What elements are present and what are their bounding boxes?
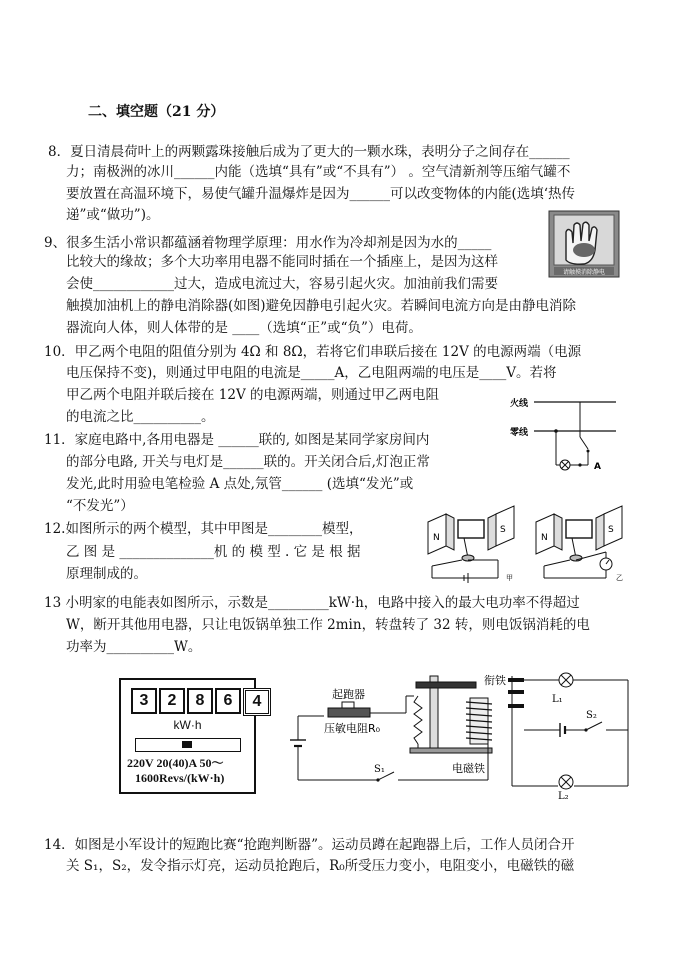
meter-digit-1: 3 [131,688,157,714]
yi-label: 乙 [616,574,623,582]
q11-line-4: “不发光”） [66,498,134,514]
live-wire-label: 火线 [510,399,529,409]
resistor-label: 压敏电阻R₀ [324,722,381,735]
meter-disc-mark [182,741,192,748]
meter-digits [131,688,271,716]
meter-window [135,738,241,752]
q13-line-1: 13 小明家的电能表如图所示，示数是_________kW·h，电路中接入的最大电功率不得超过 [44,595,580,611]
q13-line-3: 功率为__________W。 [66,639,202,655]
s2-label: S₂ [586,710,597,721]
meter-digit-4: 6 [215,688,241,714]
jia-magnet-n: N [433,533,440,543]
q8-line-4: 递”或“做功”)。 [66,207,160,223]
q12-line-1: 12.如图所示的两个模型，其中甲图是________模型， [44,521,363,537]
meter-digit-2: 2 [159,688,185,714]
point-a-label: A [594,462,601,472]
yi-magnet-n: N [541,533,548,543]
q8-line-1: 8．夏日清晨荷叶上的两颗露珠接触后成为了更大的一颗水珠，表明分子之间存在______ [48,144,570,160]
q13-line-2: W，断开其他用电器，只让电饭锅单独工作 2min，转盘转了 32 转，则电饭锅消耗的电 [66,617,590,633]
meter-digit-3: 8 [187,688,213,714]
q11-line-3: 发光,此时用验电笔检验 A 点处,氖管______ (选填“发光”或 [66,476,414,492]
jia-magnet-s: S [500,525,506,535]
q12-line-2: 乙 图 是 ______________机 的 模 型 . 它 是 根 据 [66,544,361,560]
yi-magnet-s: S [608,525,614,535]
q10-line-3: 甲乙两个电阻并联后接在 12V 的电源两端，则通过甲乙两电阻 [66,387,440,403]
false-start-detector-figure [290,668,634,800]
q10-line-1: 10．甲乙两个电阻的阻值分别为 4Ω 和 8Ω，若将它们串联后接在 12V 的电源两端（电源 [44,344,582,360]
q14-line-1: 14．如图是小军设计的短跑比赛“抢跑判断器”。运动员蹲在起跑器上后，工作人员闭合开 [44,837,575,853]
q11-line-1: 11．家庭电路中,各用电器是 ______联的, 如图是某同学家房间内 [44,432,430,448]
armature-label: 衔铁 [484,674,506,687]
q14-line-2: 关 S₁，S₂，发令指示灯亮，运动员抢跑后，R₀所受压力变小，电阻变小，电磁铁的磁 [66,858,575,874]
q12-line-3: 原理制成的。 [66,566,147,582]
starter-label: 起跑器 [332,688,365,701]
household-circuit-figure [508,393,618,473]
electric-meter-figure [119,678,262,794]
s1-label: S₁ [374,764,385,775]
sign-caption: 请触摸消除静电 [562,269,606,276]
motor-generator-models-figure [424,498,636,586]
q8-line-2: 力；南极洲的冰川______内能（选填“具有”或“不具有”） 。空气清新剂等压缩气罐不 [66,164,571,180]
q8-line-3: 要放置在高温环境下，易使气罐升温爆炸是因为______可以改变物体的内能(选填‘热传 [66,186,576,202]
q11-line-2: 的部分电路, 开关与电灯是______联的。开关闭合后,灯泡正常 [66,454,430,470]
q9-line-1: 9、很多生活小常识都蕴涵着物理学原理：用水作为冷却剂是因为水的_____ [44,235,492,251]
l1-label: L₁ [552,694,563,705]
meter-spec-2: 1600Revs/(kW·h) [135,771,225,785]
meter-digit-5: 4 [243,688,271,716]
meter-unit: kW·h [173,718,202,732]
neutral-wire-label: 零线 [510,428,529,438]
section-title: 二、填空题（21 分） [88,104,225,120]
l2-label: L₂ [558,791,569,800]
jia-label: 甲 [506,574,513,582]
meter-spec-1: 220V 20(40)A 50～ [127,756,224,770]
q9-line-5: 器流向人体，则人体带的是 ____（选填“正”或“负”）电荷。 [66,320,422,336]
electromagnet-label: 电磁铁 [452,762,485,775]
q9-line-3: 会使____________过大，造成电流过大，容易引起火灾。加油前我们需要 [66,276,498,292]
q9-line-4: 触摸加油机上的静电消除器(如图)避免因静电引起火灾。若瞬间电流方向是由静电消除 [66,298,577,314]
q10-line-4: 的电流之比__________。 [66,409,215,425]
static-eliminator-figure [548,210,620,278]
q10-line-2: 电压保持不变)，则通过甲电阻的电流是_____A，乙电阻两端的电压是____V。若将 [66,365,557,381]
q9-line-2: 比较大的缘故；多个大功率用电器不能同时插在一个插座上，是因为这样 [66,254,498,270]
